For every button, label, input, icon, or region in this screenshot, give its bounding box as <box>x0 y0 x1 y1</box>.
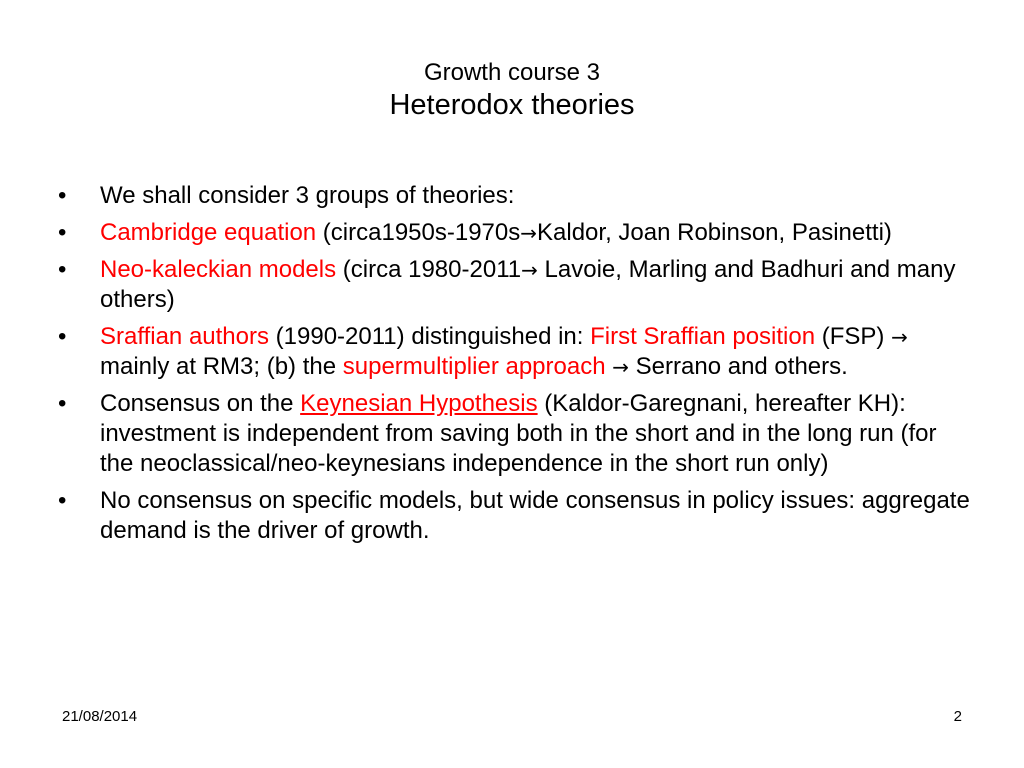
bullet-text: Kaldor, Joan Robinson, Pasinetti) <box>537 219 892 246</box>
bullet-item-sraffian <box>56 322 976 382</box>
bullet-text: (Kaldor-Garegnani, hereafter KH): investment is independent from saving both in the short and in the long run (for the neoclassical/neo-keynesians independence in the short run only) <box>100 390 937 477</box>
title-line-topic: Heterodox theories <box>389 89 635 121</box>
bullet-marker: • <box>58 390 67 417</box>
bullet-text: Consensus on the <box>100 390 301 417</box>
arrow-right-icon: → <box>521 258 538 282</box>
bullet-text: (FSP) <box>815 323 892 350</box>
arrow-right-icon: → <box>891 325 908 349</box>
highlight-cambridge-equation: Cambridge equation <box>100 219 317 246</box>
bullet-item-groups <box>56 181 976 211</box>
bullet-text: mainly at RM3; (b) the <box>100 353 343 380</box>
highlight-neo-kaleckian-models: Neo-kaleckian models <box>100 256 337 283</box>
arrow-right-icon: → <box>520 221 538 245</box>
bullet-item-no-consensus <box>56 486 976 546</box>
arrow-right-icon: → <box>612 355 629 379</box>
highlight-supermultiplier-approach: supermultiplier approach <box>342 353 606 380</box>
bullet-text: No consensus on specific models, but wide consensus in policy issues: aggregate demand is the driver of growth. <box>100 487 970 544</box>
bullet-text: Serrano and others. <box>629 353 848 380</box>
highlight-first-sraffian-position: First Sraffian position <box>590 323 816 350</box>
page-number: 2 <box>953 708 962 725</box>
slide-title <box>0 58 1024 122</box>
footer-date: 21/08/2014 <box>62 708 138 725</box>
keynesian-hypothesis-link[interactable]: Keynesian Hypothesis <box>300 390 538 417</box>
bullet-text: Lavoie, Marling and Badhuri and many others) <box>100 256 956 313</box>
bullet-marker: • <box>58 323 67 350</box>
bullet-text: (circa 1980-2011 <box>336 256 522 283</box>
highlight-sraffian-authors: Sraffian authors <box>100 323 269 350</box>
bullet-item-neo-kaleckian <box>56 255 976 315</box>
bullet-marker: • <box>58 182 67 209</box>
bullet-list <box>56 181 976 553</box>
bullet-marker: • <box>58 219 67 246</box>
bullet-marker: • <box>58 256 67 283</box>
bullet-marker: • <box>58 487 67 514</box>
bullet-text: (circa1950s-1970s <box>316 219 521 246</box>
bullet-text: We shall consider 3 groups of theories: <box>100 182 515 209</box>
bullet-text: (1990-2011) distinguished in: <box>269 323 591 350</box>
bullet-item-consensus-kh <box>56 389 976 479</box>
title-line-course: Growth course 3 <box>423 59 601 86</box>
bullet-item-cambridge <box>56 218 976 248</box>
